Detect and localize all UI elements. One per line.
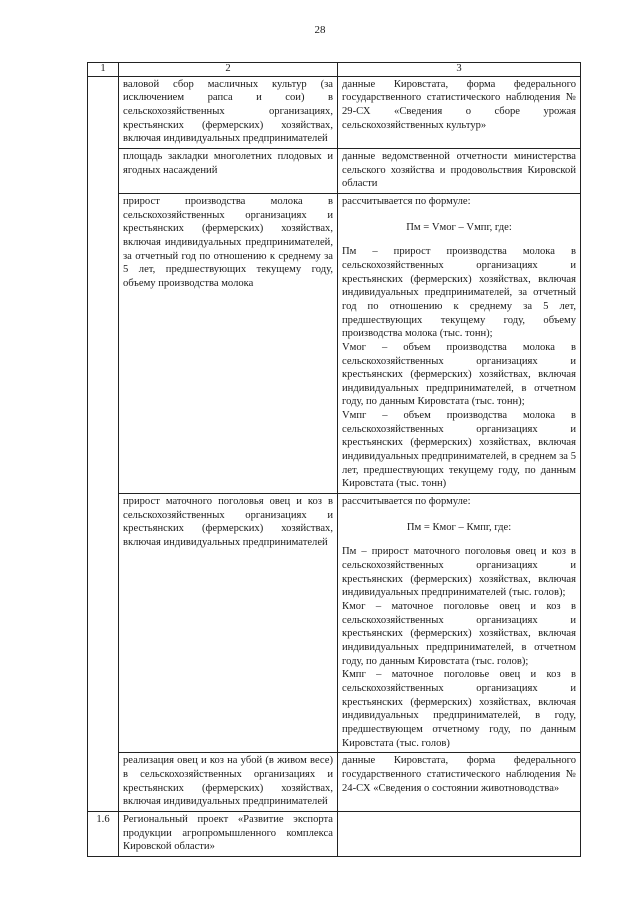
formula-cell bbox=[338, 494, 581, 753]
formula-intro: рассчитывается по формуле: bbox=[342, 496, 471, 508]
source-cell: данные ведомственной отчетности министерства сельского хозяйства и продовольствия Кировской области bbox=[338, 148, 581, 193]
row-number-cell bbox=[88, 76, 119, 811]
indicator-cell: площадь закладки многолетних плодовых и ягодных насаждений bbox=[119, 148, 338, 193]
formula-definition: Vмог – объем производства молока в сельскохозяйственных организациях и крестьянских (фермерских) хозяйствах, включая индивидуальных предпринимателей, в отчетном году, по данным Кировстата (тыс. тонн); bbox=[342, 341, 576, 408]
formula-definition: Пм – прирост производства молока в сельскохозяйственных организациях и крестьянских (фермерских) хозяйствах, включая индивидуальных предпринимателей, за отчетный год по отношению к среднему за 5 лет, предшествующих текущему году, объему производства молока (тыс. тонн); bbox=[342, 246, 576, 340]
source-cell bbox=[338, 811, 581, 856]
table-row bbox=[88, 193, 581, 493]
indicators-table bbox=[87, 62, 581, 857]
indicator-cell: реализация овец и коз на убой (в живом весе) в сельскохозяйственных организациях и крестьянских (фермерских) хозяйствах, включая индивидуальных предпринимателей bbox=[119, 753, 338, 812]
formula-intro: рассчитывается по формуле: bbox=[342, 195, 471, 207]
indicator-cell: валовой сбор масличных культур (за исключением рапса и сои) в сельскохозяйственных организациях, крестьянских (фермерских) хозяйствах, включая индивидуальных предпринимателей bbox=[119, 76, 338, 148]
page-number: 28 bbox=[314, 24, 326, 36]
table-row bbox=[88, 494, 581, 753]
row-number-cell: 1.6 bbox=[88, 811, 119, 856]
table-row bbox=[88, 811, 581, 856]
source-cell: данные Кировстата, форма федерального государственного статистического наблюдения № 29-СХ «Сведения о сборе урожая сельскохозяйственных культур» bbox=[338, 76, 581, 148]
table-header-row bbox=[88, 63, 581, 77]
indicator-cell: Региональный проект «Развитие экспорта продукции агропромышленного комплекса Кировской области» bbox=[119, 811, 338, 856]
column-header-1: 1 bbox=[88, 63, 119, 77]
column-header-3: 3 bbox=[338, 63, 581, 77]
formula-definition: Кмог – маточное поголовье овец и коз в сельскохозяйственных организациях и крестьянских (фермерских) хозяйствах, включая индивидуальных предпринимателей, в отчетном году, по данным Кировстата (тыс. голов); bbox=[342, 601, 576, 667]
formula-cell bbox=[338, 193, 581, 493]
indicator-cell: прирост маточного поголовья овец и коз в сельскохозяйственных организациях и крестьянских (фермерских) хозяйствах, включая индивидуальных предпринимателей bbox=[119, 494, 338, 753]
formula: Пм = Vмог – Vмпг, где: bbox=[406, 221, 512, 233]
formula-definition: Пм – прирост маточного поголовья овец и коз в сельскохозяйственных организациях и крестьянских (фермерских) хозяйствах, включая индивидуальных предпринимателей (тыс. голов); bbox=[342, 546, 576, 599]
formula-definition: Vмпг – объем производства молока в сельскохозяйственных организациях и крестьянских (фермерских) хозяйствах, включая индивидуальных предпринимателей, в среднем за 5 лет, предшествующих текущему году, по данным Кировстата (тыс. тонн) bbox=[342, 410, 576, 490]
indicator-cell: прирост производства молока в сельскохозяйственных организациях и крестьянских (фермерских) хозяйствах, включая индивидуальных предпринимателей, за отчетный год по отношению к среднему за 5 лет, предшествующих текущему году, объему производства молока bbox=[119, 193, 338, 493]
formula: Пм = Кмог – Кмпг, где: bbox=[406, 521, 512, 533]
table-row bbox=[88, 753, 581, 812]
formula-definition: Кмпг – маточное поголовье овец и коз в сельскохозяйственных организациях и крестьянских (фермерских) хозяйствах, включая индивидуальных предпринимателей, в году, предшествующем отчетному году, по данным Кировстата (тыс. голов) bbox=[342, 669, 576, 749]
table-row bbox=[88, 148, 581, 193]
table-row bbox=[88, 76, 581, 148]
source-cell: данные Кировстата, форма федерального государственного статистического наблюдения № 24-СХ «Сведения о состоянии животноводства» bbox=[338, 753, 581, 812]
column-header-2: 2 bbox=[119, 63, 338, 77]
